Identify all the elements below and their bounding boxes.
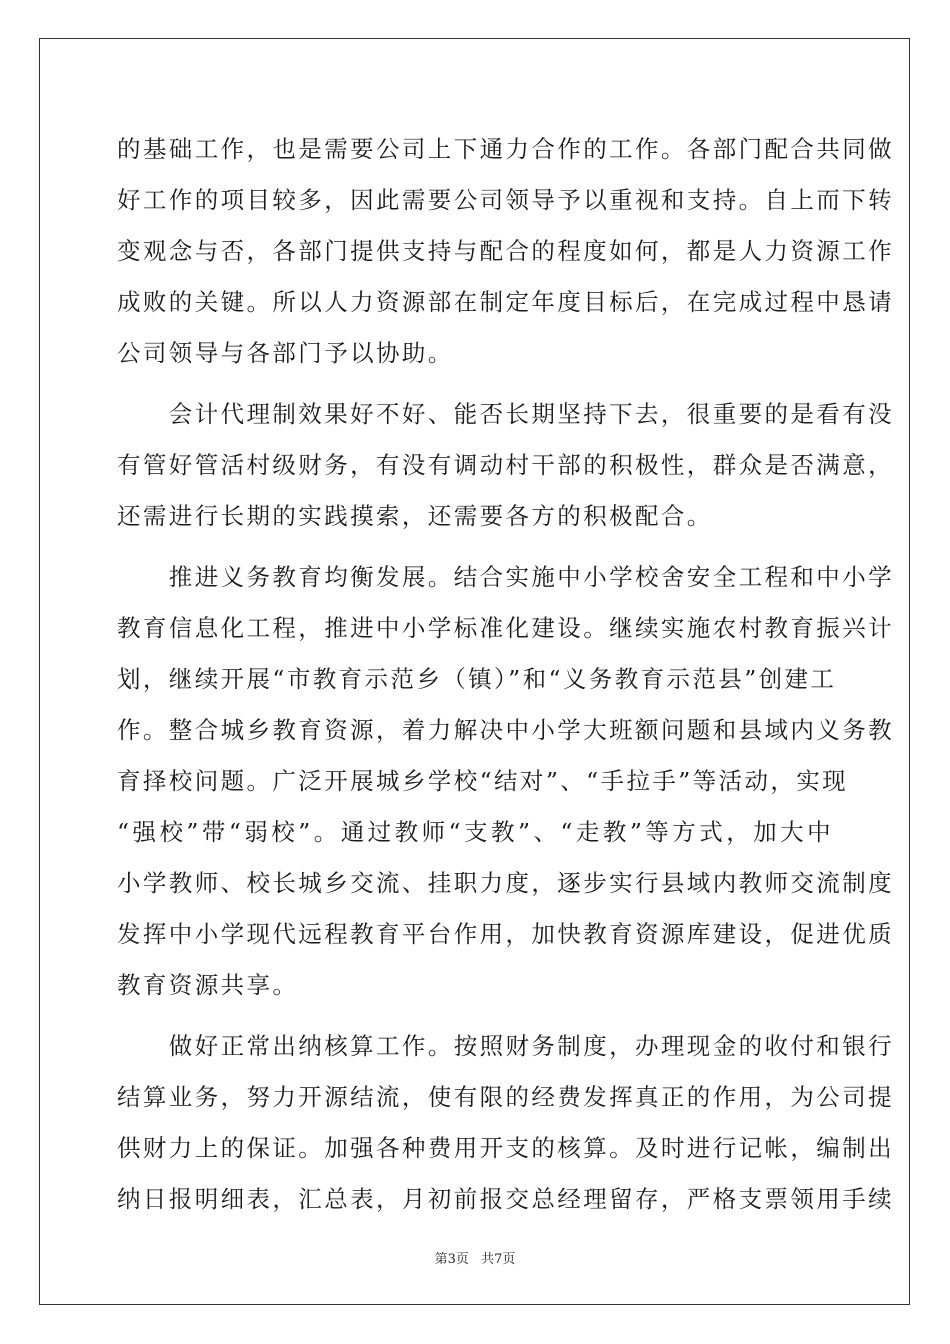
text-line: 小学教师、校长城乡交流、挂职力度，逐步实行县域内教师交流制度: [117, 869, 894, 897]
text-line: 好工作的项目较多，因此需要公司领导予以重视和支持。自上而下转: [117, 186, 894, 214]
text-line: 教育信息化工程，推进中小学标准化建设。继续实施农村教育振兴计: [117, 614, 894, 642]
text-line: 教育资源共享。: [117, 971, 299, 999]
page-footer: [0, 1248, 950, 1267]
text-line: 纳日报明细表，汇总表，月初前报交总经理留存，严格支票领用手续: [117, 1185, 894, 1213]
text-line: 作。整合城乡教育资源，着力解决中小学大班额问题和县域内义务教: [117, 716, 894, 744]
paragraph-2: [117, 389, 894, 542]
text-line: “强校”带“弱校”。通过教师“支教”、“走教”等方式，加大中: [117, 818, 833, 846]
text-line: 推进义务教育均衡发展。结合实施中小学校舍安全工程和中小学: [117, 563, 894, 591]
text-line: 划，继续开展“市教育示范乡（镇）”和“义务教育示范县”创建工: [117, 665, 837, 693]
document-body: [117, 124, 894, 1225]
paragraph-3: [117, 552, 894, 1011]
text-line: 会计代理制效果好不好、能否长期坚持下去，很重要的是看有没: [117, 400, 894, 428]
text-line: 有管好管活村级财务，有没有调动村干部的积极性，群众是否满意，: [117, 451, 894, 479]
paragraph-4: [117, 1021, 894, 1225]
text-line: 做好正常出纳核算工作。按照财务制度，办理现金的收付和银行: [117, 1032, 894, 1060]
text-line: 结算业务，努力开源结流，使有限的经费发挥真正的作用，为公司提: [117, 1083, 894, 1111]
text-line: 变观念与否，各部门提供支持与配合的程度如何，都是人力资源工作: [117, 237, 894, 265]
text-line: 发挥中小学现代远程教育平台作用，加快教育资源库建设，促进优质: [117, 920, 894, 948]
paragraph-1: [117, 124, 894, 379]
text-line: 的基础工作，也是需要公司上下通力合作的工作。各部门配合共同做: [117, 135, 894, 163]
text-line: 供财力上的保证。加强各种费用开支的核算。及时进行记帐，编制出: [117, 1134, 894, 1162]
text-line: 成败的关键。所以人力资源部在制定年度目标后，在完成过程中恳请: [117, 288, 894, 316]
text-line: 公司领导与各部门予以协助。: [117, 339, 454, 367]
text-line: 还需进行长期的实践摸索，还需要各方的积极配合。: [117, 502, 713, 530]
page-total: 共7页: [481, 1252, 516, 1267]
page-number: 第3页: [434, 1252, 469, 1267]
text-line: 育择校问题。广泛开展城乡学校“结对”、“手拉手”等活动，实现: [117, 767, 849, 795]
